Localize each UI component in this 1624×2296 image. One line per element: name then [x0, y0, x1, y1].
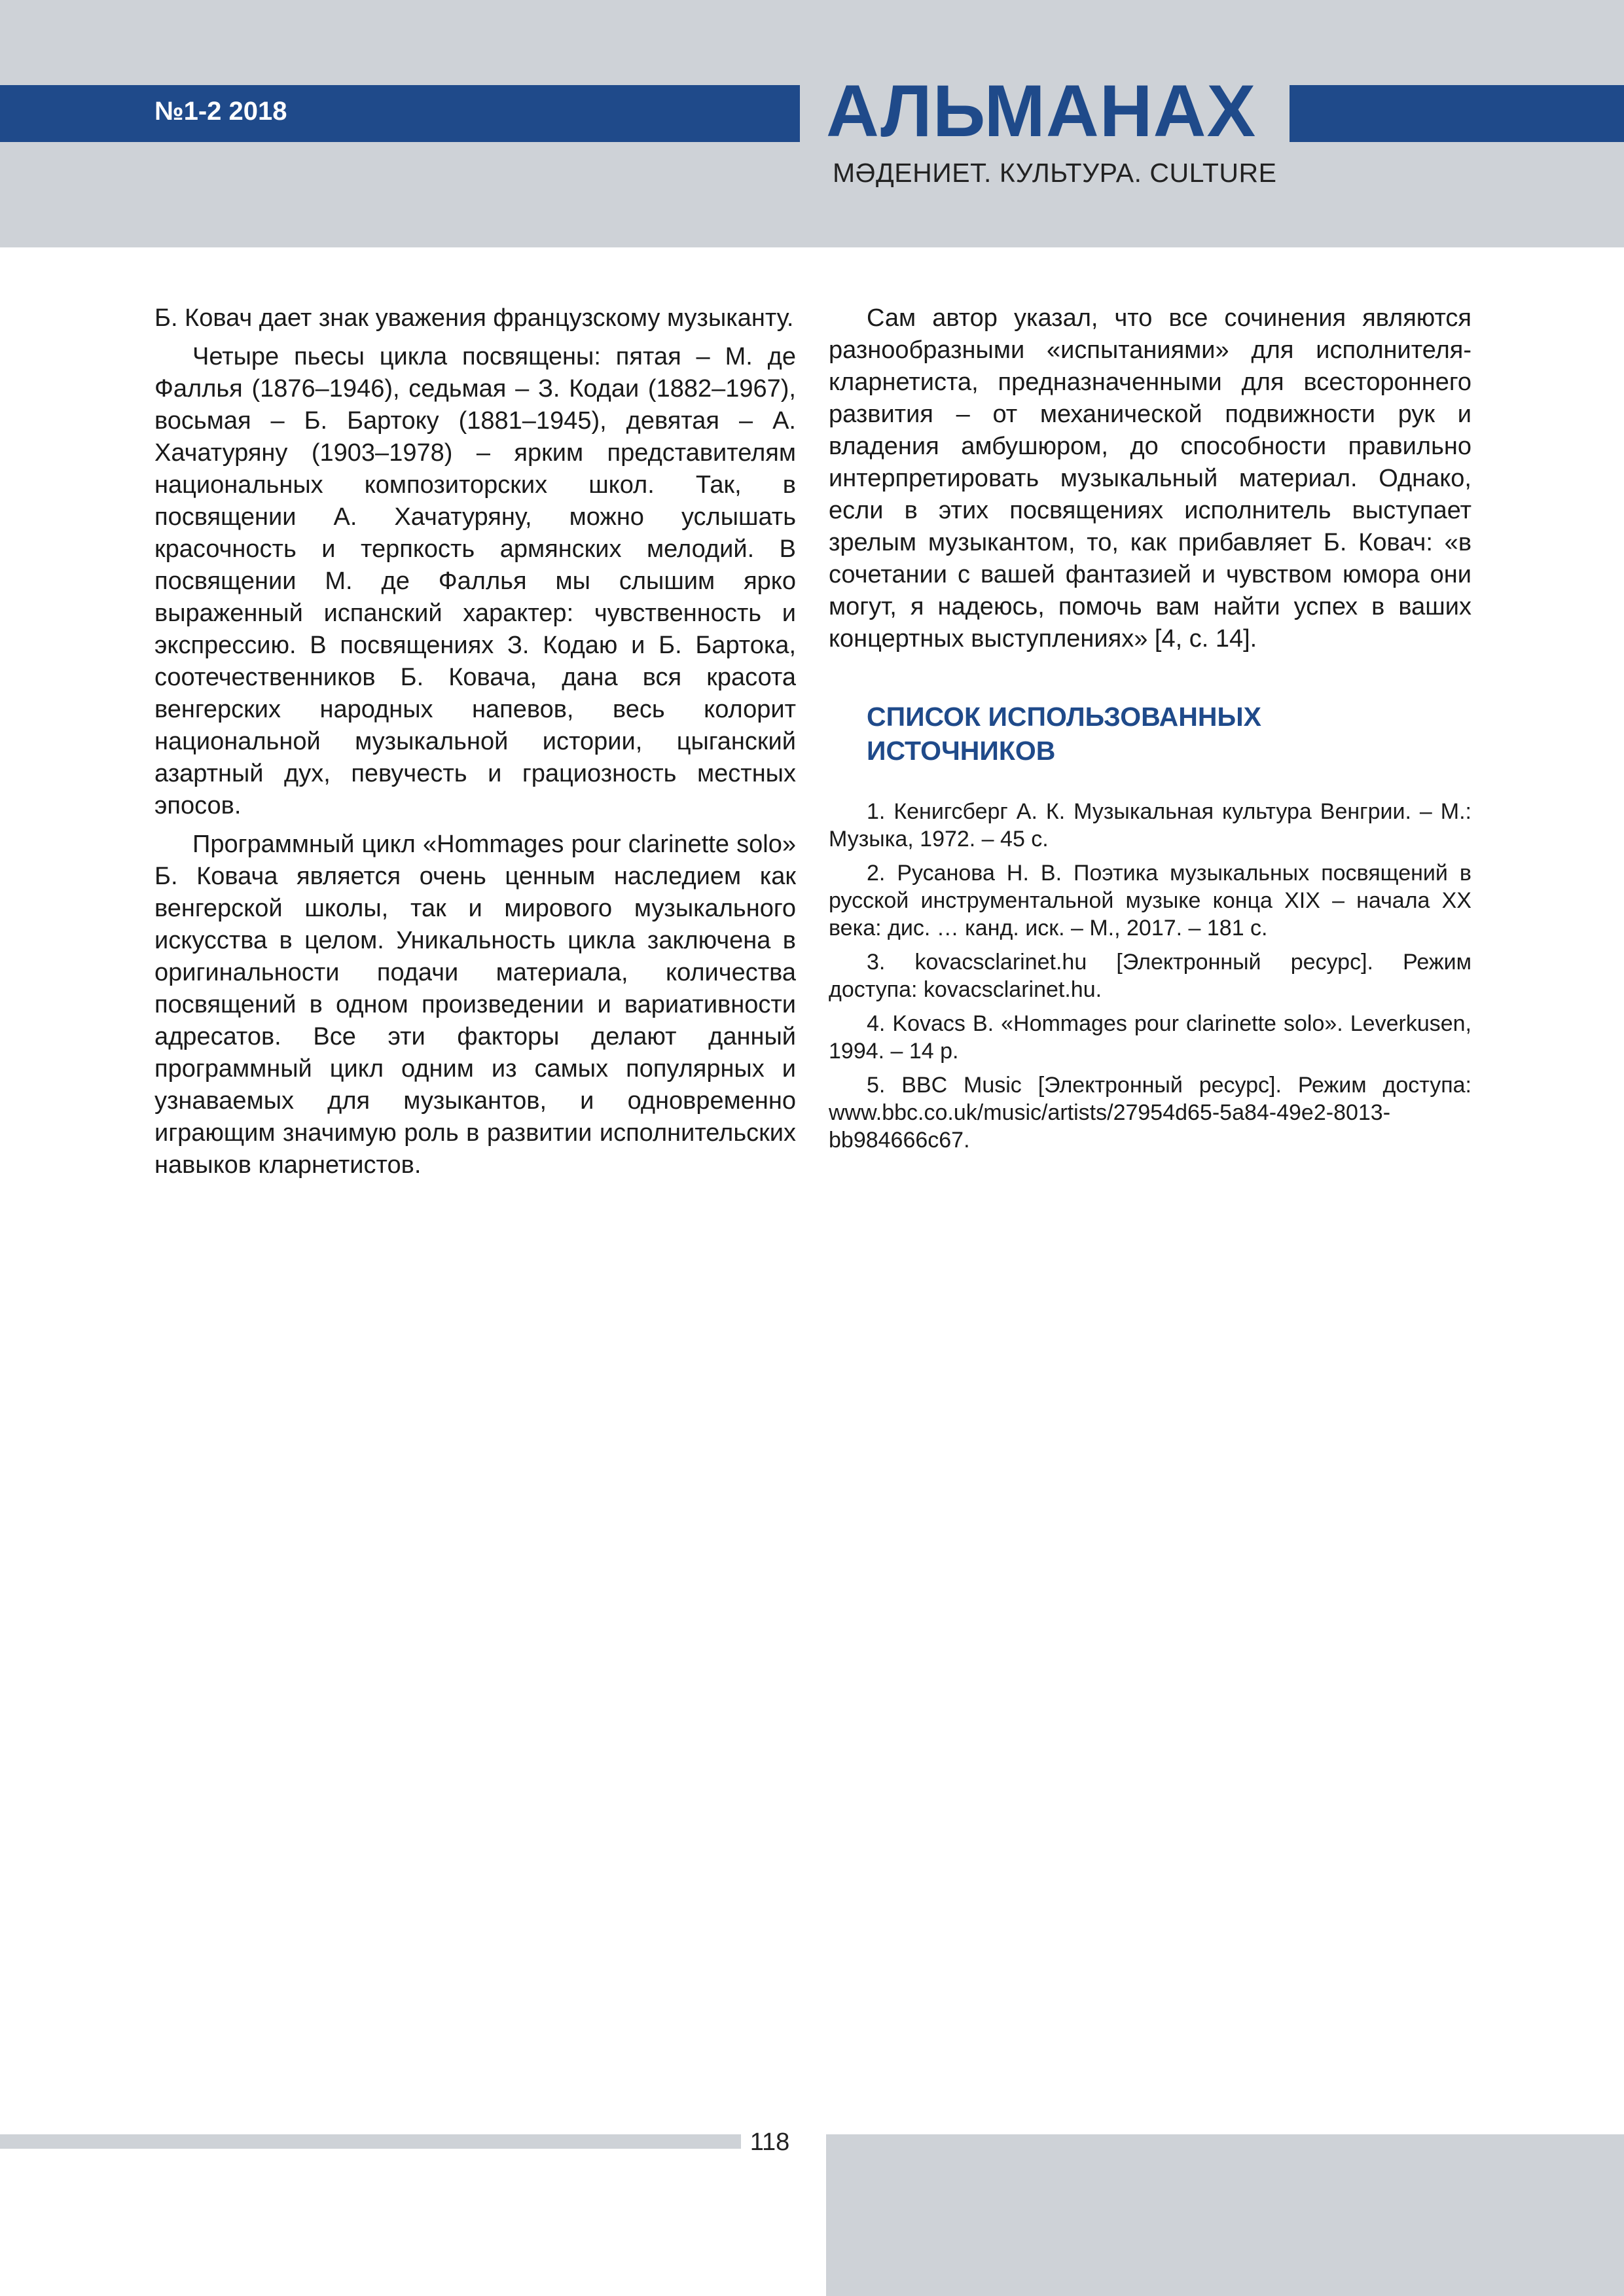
- page-number: 118: [749, 2128, 790, 2156]
- journal-title: АЛЬМАНАХ: [826, 70, 1257, 152]
- paragraph: Б. Ковач дает знак уважения французскому музыканту.: [154, 304, 794, 332]
- reference-item: 3. kovacsclarinet.hu [Электронный ресурс]. Режим доступа: kovacsclarinet.hu.: [829, 950, 1471, 1002]
- paragraph: Программный цикл «Hommages pour clarinette solo» Б. Ковача является очень ценным наследием как венгерской школы, так и мирового музыкального искусства в целом. Уникальность цикла заключена в оригинальности подачи материала, количества посвящений в одном произведении и вариативности адресатов. Все эти факторы делают данный программный цикл одним из самых популярных и узнаваемых для музыкантов, и одновременно играющим значимую роль в развитии исполнительских навыков кларнетистов.: [154, 831, 796, 1179]
- issue-number: №1-2 2018: [154, 97, 287, 126]
- right-column: [829, 302, 1471, 1160]
- header-band-left: [0, 85, 800, 142]
- reference-item: 2. Русанова Н. В. Поэтика музыкальных посвящений в русской инструментальной музыке конца XIX – начала XX века: дис. … канд. иск. – М., 2017. – 181 с.: [829, 861, 1471, 941]
- paragraph: Четыре пьесы цикла посвящены: пятая – М. де Фаллья (1876–1946), седьмая – З. Кодаи (1882–1967), восьмая – Б. Бартоку (1881–1945), девятая – А. Хачатуряну (1903–1978) – ярким представителям национальных композиторских школ. Так, в посвящении А. Хачатуряну, можно услышать красочность и терпкость армянских мелодий. В посвящении М. де Фаллья мы слышим ярко выраженный испанский характер: чувственность и экспрессию. В посвящениях З. Кодаю и Б. Бартока, соотечественников Б. Ковача, дана вся красота венгерских народных напевов, весь колорит национальной музыкальной истории, цыганский азартный дух, певучесть и грациозность местных эпосов.: [154, 343, 796, 819]
- references-list: [829, 798, 1471, 1154]
- footer-rule: [0, 2134, 741, 2149]
- footer-block: [826, 2134, 1624, 2296]
- references-heading: СПИСОК ИСПОЛЬЗОВАННЫХ ИСТОЧНИКОВ: [867, 702, 1261, 766]
- reference-item: 1. Кенигсберг А. К. Музыкальная культура Венгрии. – М.: Музыка, 1972. – 45 с.: [829, 799, 1471, 852]
- header-band-right: [1290, 85, 1624, 142]
- left-column: [154, 302, 796, 1188]
- paragraph: Сам автор указал, что все сочинения являются разнообразными «испытаниями» для исполнителя-кларнетиста, предназначенными для всестороннего развития – от механической подвижности рук и владения амбушюром, до способности правильно интерпретировать музыкальный материал. Однако, если в этих посвящениях исполнитель выступает зрелым музыкантом, то, как прибавляет Б. Ковач: «в сочетании с вашей фантазией и чувством юмора они могут, я надеюсь, помочь вам найти успех в ваших концертных выступлениях» [4, с. 14].: [829, 304, 1471, 653]
- reference-item: 5. BBC Music [Электронный ресурс]. Режим доступа: www.bbc.co.uk/music/artists/27954d65-5a84-49e2-8013-bb984666c67.: [829, 1073, 1471, 1153]
- reference-item: 4. Kovacs B. «Hommages pour clarinette solo». Leverkusen, 1994. – 14 p.: [829, 1011, 1471, 1064]
- journal-subtitle: МӘДЕНИЕТ. КУЛЬТУРА. CULTURE: [833, 158, 1277, 188]
